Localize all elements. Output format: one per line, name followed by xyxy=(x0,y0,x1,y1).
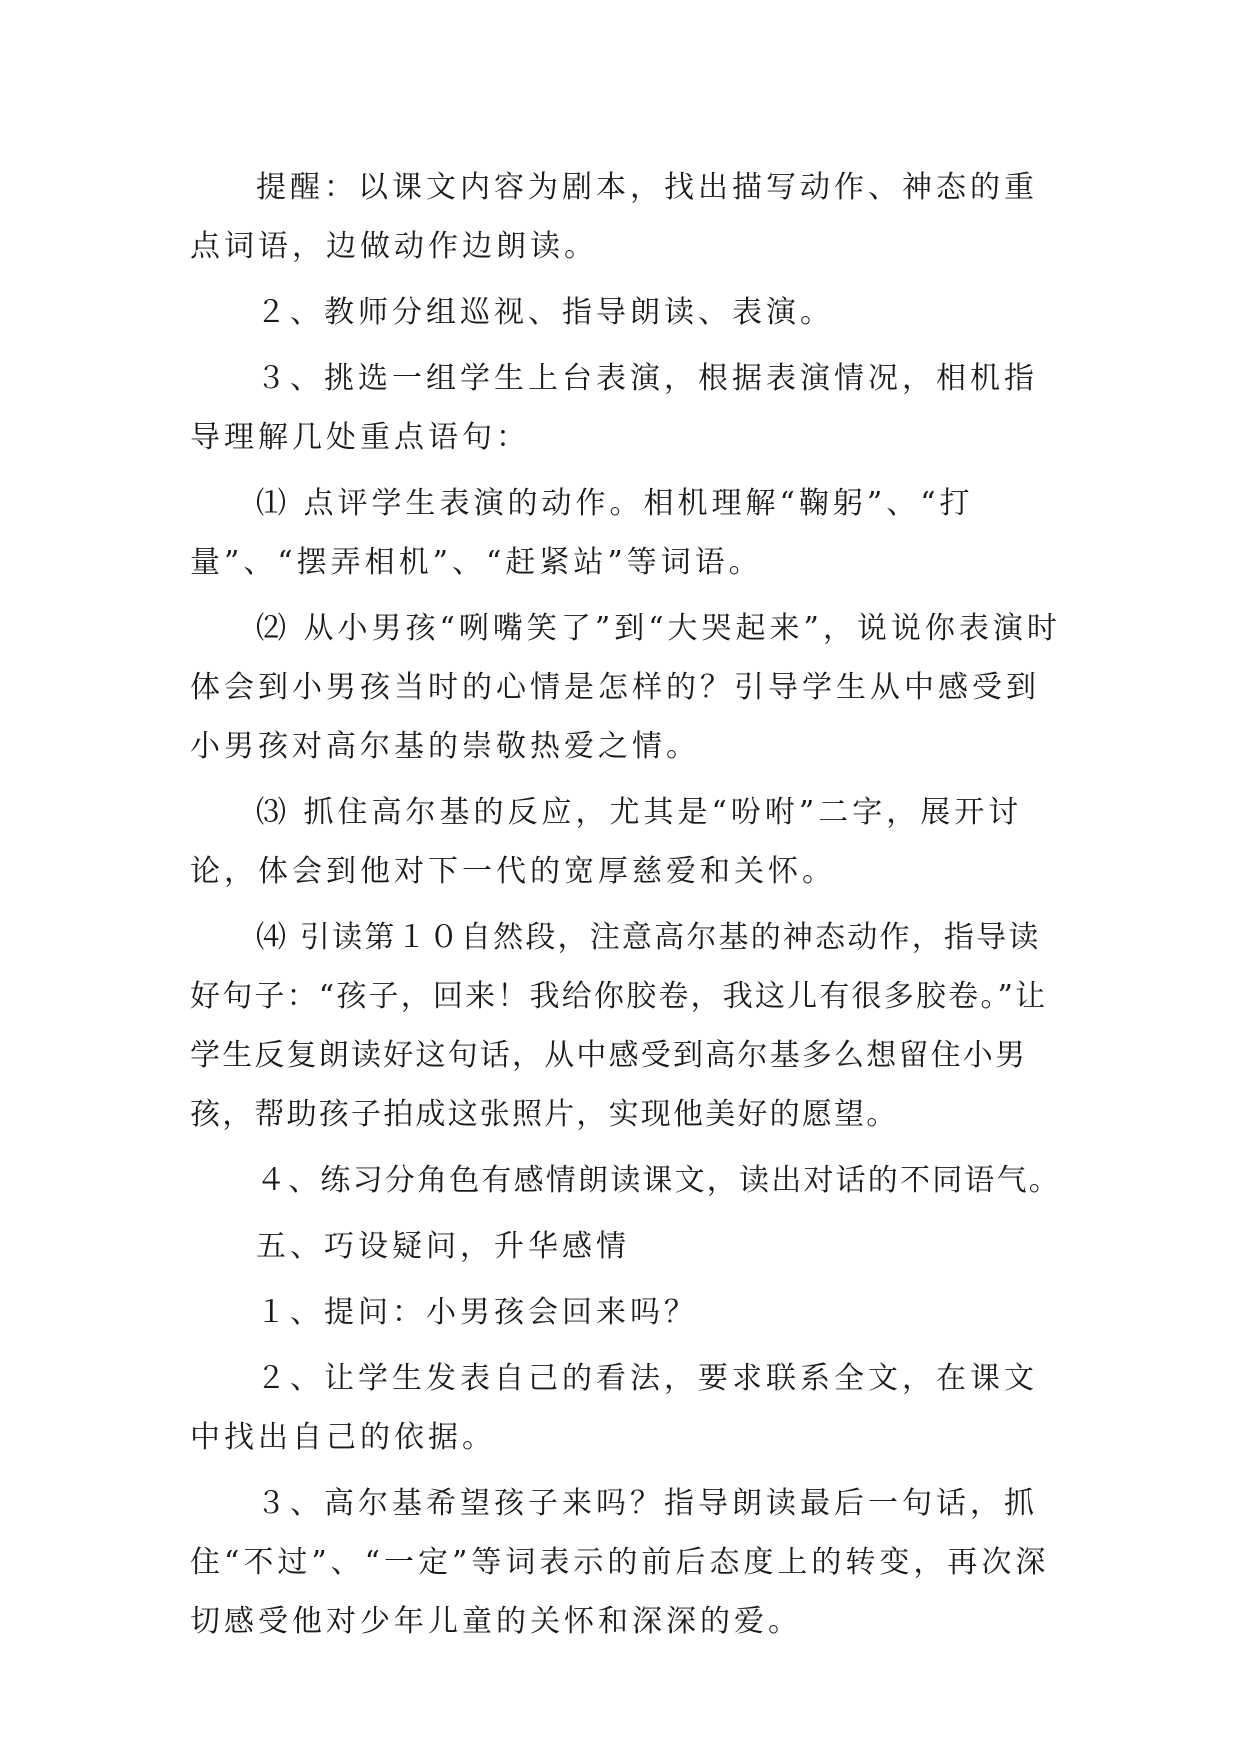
paragraph-question-1: １、提问：小男孩会回来吗？ xyxy=(256,1295,698,1330)
section-heading-5: 五、巧设疑问，升华感情 xyxy=(256,1229,630,1264)
paragraph-step-2: ２、教师分组巡视、指导朗读、表演。 xyxy=(256,295,834,330)
paragraph-question-2: ２、让学生发表自己的看法，要求联系全文，在课文中找出自己的依据。 xyxy=(190,1361,1038,1455)
paragraph-point-1: ⑴ 点评学生表演的动作。相机理解“鞠躬”、“打量”、“摆弄相机”、“赶紧站”等词语。 xyxy=(190,486,974,580)
paragraph-point-2: ⑵ 从小男孩“咧嘴笑了”到“大哭起来”，说说你表演时体会到小男孩当时的心情是怎样的？引导学生从中感受到小男孩对高尔基的崇敬热爱之情。 xyxy=(190,611,1061,764)
paragraph-question-3: ３、高尔基希望孩子来吗？指导朗读最后一句话，抓住“不过”、“一定”等词表示的前后态度上的转变，再次深切感受他对少年儿童的关怀和深深的爱。 xyxy=(190,1486,1050,1639)
document-body xyxy=(190,158,1070,1658)
paragraph-point-3: ⑶ 抓住高尔基的反应，尤其是“吩咐”二字，展开讨论，体会到他对下一代的宽厚慈爱和关怀。 xyxy=(190,795,1023,889)
paragraph-point-4: ⑷ 引读第１０自然段，注意高尔基的神态动作，指导读好句子：“孩子，回来！我给你胶卷，我这儿有很多胶卷。”让学生反复朗读好这句话，从中感受到高尔基多么想留住小男孩，帮助孩子拍成这张照片，实现他美好的愿望。 xyxy=(190,920,1048,1132)
paragraph-reminder: 提醒：以课文内容为剧本，找出描写动作、神态的重点词语，边做动作边朗读。 xyxy=(190,170,1038,264)
paragraph-step-4: ４、练习分角色有感情朗读课文，读出对话的不同语气。 xyxy=(256,1163,1061,1198)
paragraph-step-3: ３、挑选一组学生上台表演，根据表演情况，相机指导理解几处重点语句： xyxy=(190,361,1038,455)
